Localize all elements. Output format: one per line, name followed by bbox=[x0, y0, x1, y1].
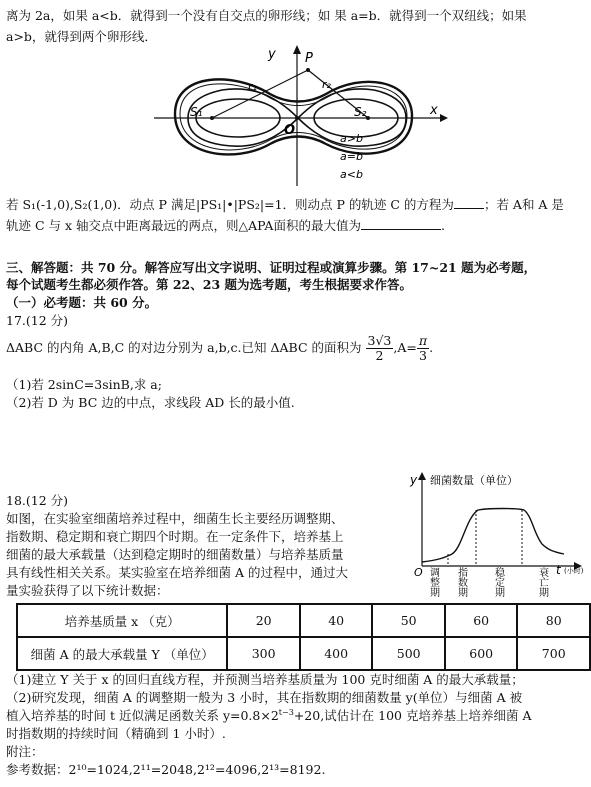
bacteria-data-table bbox=[16, 603, 591, 671]
r2-label: r₂ bbox=[322, 78, 331, 91]
table-cell: 300 bbox=[227, 637, 300, 670]
q17-stem bbox=[6, 334, 433, 363]
q18-exp-power: t−3 bbox=[278, 707, 294, 717]
q17-stem-c: . bbox=[429, 339, 434, 355]
section3-line-1: 三、解答题：共 70 分。解答应写出文字说明、证明过程或演算步骤。第 17~21 题为必考题， bbox=[6, 260, 537, 275]
phase-label: 稳定期 bbox=[495, 568, 505, 599]
table-cell: 40 bbox=[300, 604, 373, 637]
fill-question-text-d: . bbox=[440, 218, 445, 233]
fill-question-text-b: ；若 A和 A 是 bbox=[483, 197, 564, 212]
label-a-eq-b: a=b bbox=[340, 150, 363, 163]
q17-stem-b: ,A= bbox=[393, 339, 417, 355]
q17-stem-a: ΔABC 的内角 A,B,C 的对边分别为 a,b,c.已知 ΔABC 的面积为 bbox=[6, 339, 362, 355]
label-a-gt-b: a>b bbox=[340, 132, 363, 145]
answer-blank-1[interactable] bbox=[454, 208, 484, 209]
fill-question-line-1 bbox=[6, 195, 564, 213]
q17-part-1: （1)若 2sinC=3sinB,求 a; bbox=[6, 377, 162, 392]
bacteria-growth-figure bbox=[408, 470, 588, 602]
section3-line-2: 每个试题考生都必须作答。第 22、23 题为选考题，考生根据要求作答。 bbox=[6, 277, 412, 292]
growth-origin-label: O bbox=[414, 566, 423, 579]
growth-y-title: 细菌数量（单位） bbox=[430, 474, 518, 487]
point-p-label: P bbox=[305, 51, 313, 66]
s2-label: S₂ bbox=[354, 105, 367, 119]
q17-part-2: （2)若 D 为 BC 边的中点，求线段 AD 长的最小值. bbox=[6, 395, 295, 410]
table-cell: 500 bbox=[372, 637, 445, 670]
growth-x-unit: (小时) bbox=[564, 567, 584, 575]
phase-labels bbox=[430, 566, 549, 599]
q18-para-4: 具有线性相关关系。某实验室在培养细菌 A 的过程中，通过大 bbox=[6, 565, 348, 580]
q18-part-2-text-b: +20,试估计在 100 克培养基上培养细菌 A bbox=[293, 708, 532, 723]
intro-line-1: 离为 2a，如果 a<b．就得到一个没有自交点的卵形线；如 果 a=b．就得到一个双纽线；如果 bbox=[6, 8, 527, 23]
q17-area-fraction bbox=[366, 334, 394, 363]
q18-para-1: 如图，在实验室细菌培养过程中，细菌生长主要经历调整期、 bbox=[6, 511, 344, 526]
q18-part-2-line-2 bbox=[6, 706, 531, 724]
q18-part-1: （1)建立 Y 关于 x 的回归直线方程，并预测当培养基质量为 100 克时细菌 A 的最大承载量； bbox=[6, 672, 524, 687]
y-axis-label: y bbox=[268, 47, 276, 62]
fill-question-text-c: 轨迹 C 与 x 轴交点中距离最远的两点，则△APA面积的最大值为 bbox=[6, 218, 361, 233]
table-cell: 80 bbox=[517, 604, 590, 637]
table-row-1-label: 培养基质量 x （克） bbox=[17, 604, 227, 637]
q18-reference-data: 参考数据：2¹⁰=1024,2¹¹=2048,2¹²=4096,2¹³=8192. bbox=[6, 762, 326, 777]
q17-number: 17.(12 分) bbox=[6, 313, 69, 328]
q18-part-2-line-3: 时指数期的持续时间（精确到 1 小时）. bbox=[6, 726, 226, 741]
s1-label: S₁ bbox=[190, 105, 203, 119]
table-row bbox=[17, 637, 590, 670]
q18-exp-base: 2 bbox=[270, 708, 279, 723]
growth-y-axis-label: y bbox=[410, 473, 418, 487]
q17-area-denominator: 2 bbox=[375, 347, 384, 363]
table-cell: 20 bbox=[227, 604, 300, 637]
r1-label: r₁ bbox=[248, 80, 257, 93]
table-cell: 50 bbox=[372, 604, 445, 637]
fill-question-text-a: 若 S₁(-1,0),S₂(1,0)．动点 P 满足|PS₁|•|PS₂|=1．则动点 P 的轨迹 C 的方程为 bbox=[6, 197, 454, 212]
q17-area-numerator: 3√3 bbox=[367, 333, 392, 348]
phase-label: 调整期 bbox=[430, 568, 440, 599]
growth-x-axis-label: t bbox=[556, 563, 561, 577]
q17-angle-denominator: 3 bbox=[418, 347, 427, 363]
q18-part-2-line-1: （2)研究发现，细菌 A 的调整期一般为 3 小时，其在指数期的细菌数量 y(单位）与细菌 A 被 bbox=[6, 690, 523, 705]
intro-line-2: a>b，就得到两个卵形线． bbox=[6, 29, 157, 44]
table-cell: 400 bbox=[300, 637, 373, 670]
section3-line-3: （一）必考题：共 60 分。 bbox=[6, 295, 158, 310]
q18-number: 18.(12 分) bbox=[6, 493, 69, 508]
table-row bbox=[17, 604, 590, 637]
table-row-2-label: 细菌 A 的最大承载量 Y （单位） bbox=[17, 637, 227, 670]
label-a-lt-b: a<b bbox=[340, 168, 363, 181]
q17-angle-fraction bbox=[417, 334, 429, 363]
q18-para-2: 指数期、稳定期和衰亡期四个时期。在一定条件下，培养基上 bbox=[6, 529, 344, 544]
q18-para-3: 细菌的最大承载量（达到稳定期时的细菌数量）与培养基质量 bbox=[6, 547, 344, 562]
fill-question-line-2 bbox=[6, 216, 445, 234]
table-cell: 60 bbox=[445, 604, 518, 637]
growth-curve bbox=[422, 509, 564, 563]
q18-part-2-text-a: 植入培养基的时间 t 近似满足函数关系 y=0.8× bbox=[6, 708, 271, 723]
q17-angle-numerator: π bbox=[418, 333, 428, 348]
table-cell: 700 bbox=[517, 637, 590, 670]
cassini-oval-figure bbox=[150, 44, 450, 190]
q18-para-5: 量实验获得了以下统计数据： bbox=[6, 583, 169, 598]
q18-note-title: 附注： bbox=[6, 744, 44, 759]
phase-label: 指数期 bbox=[458, 568, 468, 599]
origin-label: O bbox=[284, 123, 296, 138]
x-axis-label: x bbox=[430, 103, 438, 118]
answer-blank-2[interactable] bbox=[361, 229, 441, 230]
table-cell: 600 bbox=[445, 637, 518, 670]
phase-label: 衰亡期 bbox=[539, 568, 549, 599]
